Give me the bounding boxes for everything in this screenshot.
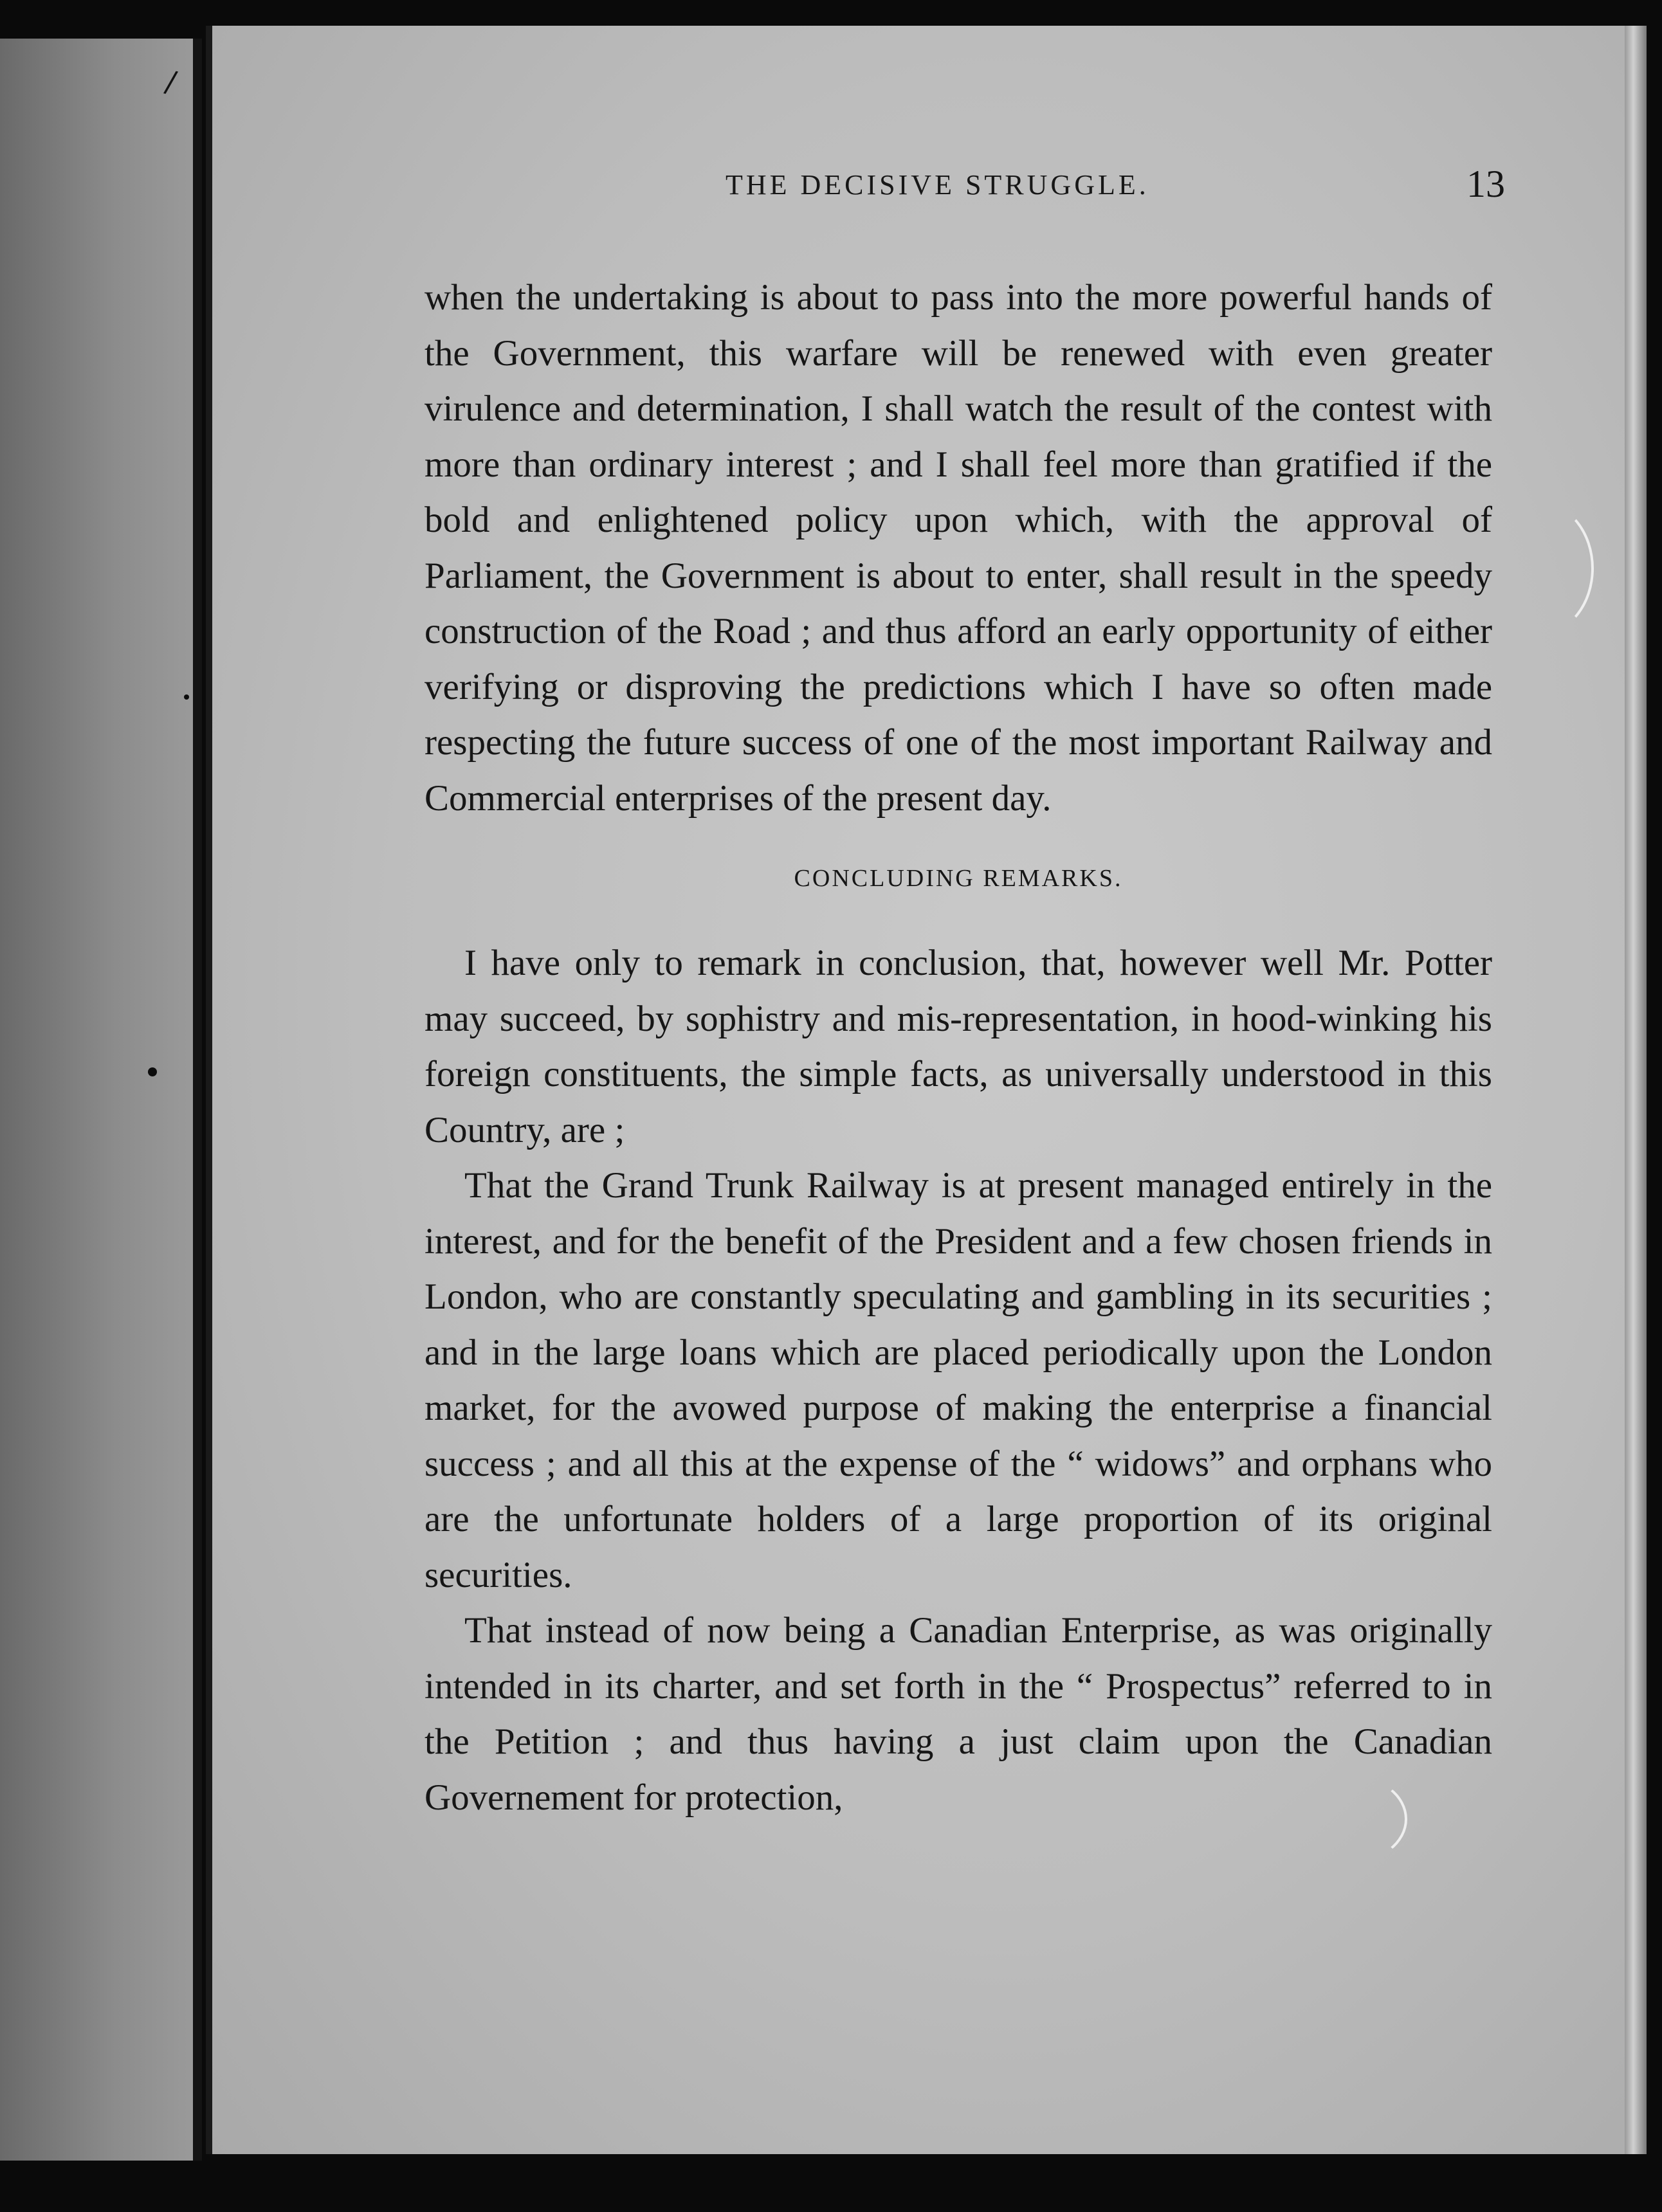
previous-page-edge (0, 39, 202, 2161)
paragraph: I have only to remark in conclusion, that, however well Mr. Potter may succeed, by sophistry and mis-representation, in hood-winking his foreign constituents, the simple facts, as universally understood in this Country, are ; (425, 943, 1492, 1150)
page-header (515, 163, 1511, 213)
page-scratch (1486, 502, 1594, 635)
section-heading: CONCLUDING REMARKS. (794, 865, 1123, 892)
body-text (425, 270, 1492, 1826)
ink-mark: / (162, 63, 179, 100)
page-number: 13 (1466, 163, 1505, 205)
paragraph: when the undertaking is about to pass into the more powerful hands of the Government, this warfare will be renewed with even greater virulence and determination, I shall watch the result of the contest with more than ordinary interest ; and I shall feel more than gratified if the bold and enlightened policy upon which, with the approval of Parliament, the Government is about to enter, shall result in the speedy construction of the Road ; and thus afford an early opportunity of either verifying or disproving the predictions which I have so often made respecting the future success of one of the most important Railway and Commercial enterprises of the present day. (425, 277, 1492, 819)
paragraph: That instead of now being a Canadian Enterprise, as was originally intended in its charter, and set forth in the “ Prospectus” referred to in the Petition ; and thus having a just claim upon the Canadian Governement for protection, (425, 1610, 1492, 1818)
page-edge (1625, 26, 1647, 2154)
paragraph: That the Grand Trunk Railway is at present managed entirely in the interest, and for the benefit of the President and a few chosen friends in London, who are constantly speculating and gambling in its securities ; and in the large loans which are placed periodically upon the London market, for the avowed purpose of making the enterprise a financial success ; and all this at the expense of the “ widows” and orphans who are the unfortunate holders of a large proportion of its original securities. (425, 1165, 1492, 1595)
running-head: THE DECISIVE STRUGGLE. (726, 169, 1149, 201)
